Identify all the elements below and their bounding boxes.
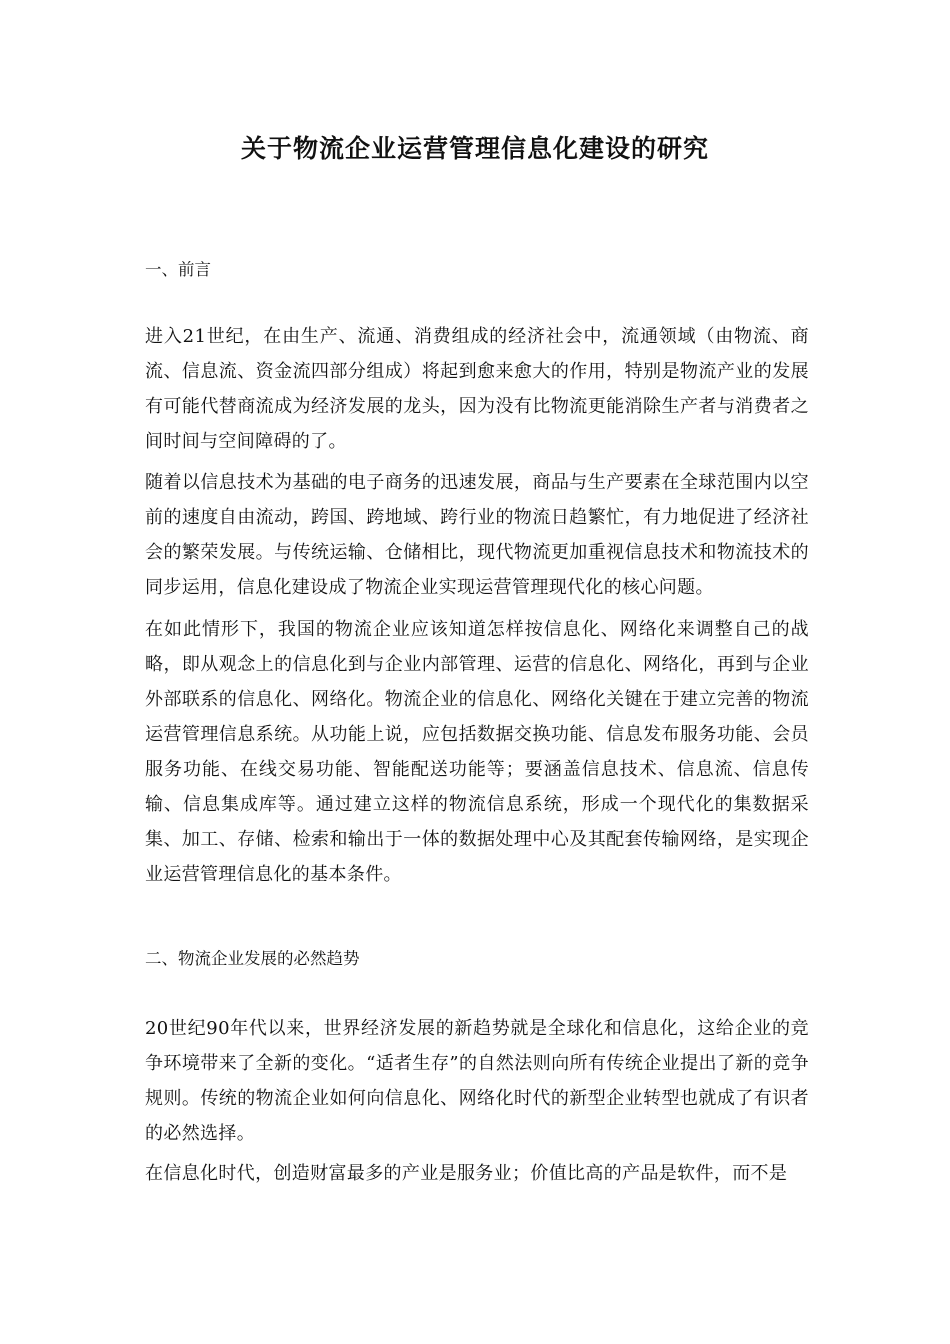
section-heading-preface: 一、前言 — [145, 260, 211, 279]
section-heading-trend: 二、物流企业发展的必然趋势 — [145, 949, 360, 968]
document-title: 关于物流企业运营管理信息化建设的研究 — [240, 134, 709, 163]
paragraph: 进入21世纪，在由生产、流通、消费组成的经济社会中，流通领域（由物流、商流、信息流、资金流四部分组成）将起到愈来愈大的作用，特别是物流产业的发展有可能代替商流成为经济发展的龙头，因为没有比物流更能消除生产者与消费者之间时间与空间障碍的了。 — [145, 326, 809, 452]
paragraph: 在如此情形下，我国的物流企业应该知道怎样按信息化、网络化来调整自己的战略，即从观念上的信息化到与企业内部管理、运营的信息化、网络化，再到与企业外部联系的信息化、网络化。物流企业的信息化、网络化关键在于建立完善的物流运营管理信息系统。从功能上说，应包括数据交换功能、信息发布服务功能、会员服务功能、在线交易功能、智能配送功能等；要涵盖信息技术、信息流、信息传输、信息集成库等。通过建立这样的物流信息系统，形成一个现代化的集数据采集、加工、存储、检索和输出于一体的数据处理中心及其配套传输网络，是实现企业运营管理信息化的基本条件。 — [145, 619, 809, 885]
paragraph: 20世纪90年代以来，世界经济发展的新趋势就是全球化和信息化，这给企业的竞争环境带来了全新的变化。“适者生存”的自然法则向所有传统企业提出了新的竞争规则。传统的物流企业如何向信息化、网络化时代的新型企业转型也就成了有识者的必然选择。 — [145, 1018, 809, 1144]
paragraph: 随着以信息技术为基础的电子商务的迅速发展，商品与生产要素在全球范围内以空前的速度自由流动，跨国、跨地域、跨行业的物流日趋繁忙，有力地促进了经济社会的繁荣发展。与传统运输、仓储相比，现代物流更加重视信息技术和物流技术的同步运用，信息化建设成了物流企业实现运营管理现代化的核心问题。 — [145, 472, 809, 598]
paragraph: 在信息化时代，创造财富最多的产业是服务业；价值比高的产品是软件，而不是 — [145, 1163, 788, 1184]
